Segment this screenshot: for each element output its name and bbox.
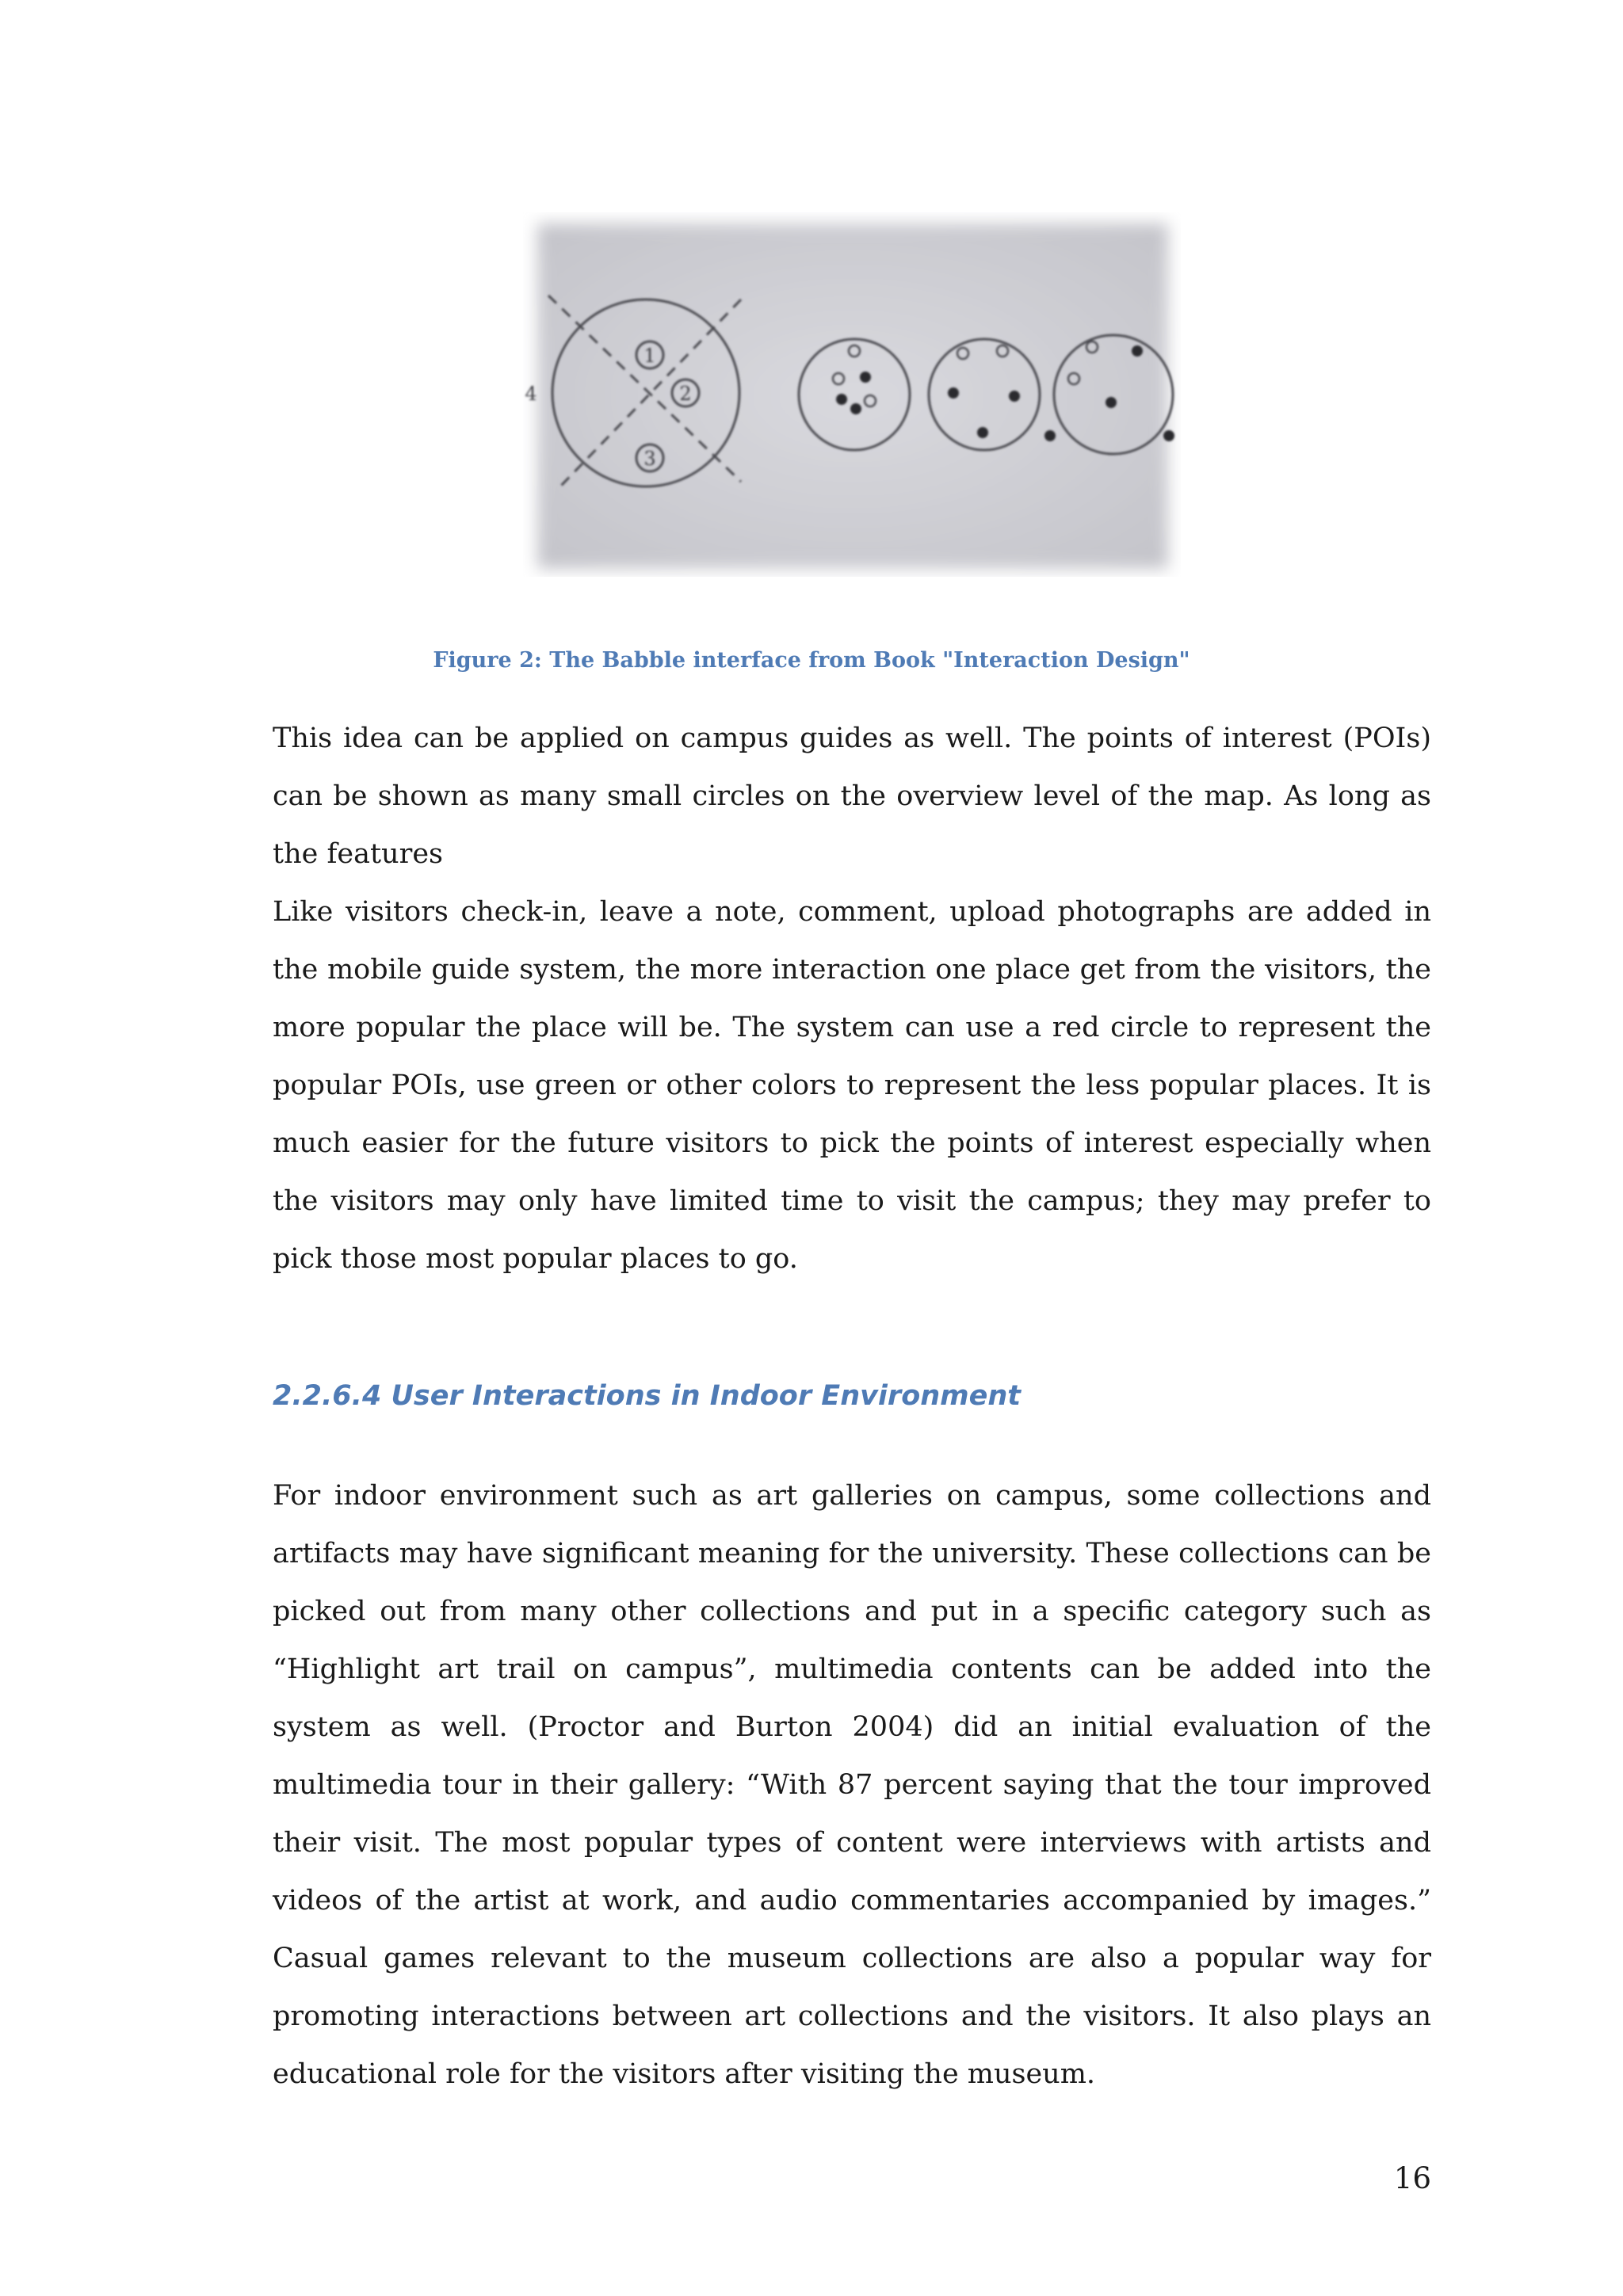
paragraph-1-part-2: Like visitors check-in, leave a note, comment, upload photographs are added in the mobile guide system, the more interaction one place get from the visitors, the more popular the place will be. The system can use a red circle to represent the popular POIs, use green or other colors to represent the less popular places. It is much easier for the future visitors to pick the points of interest especially when the visitors may only have limited time to visit the campus; they may prefer to pick those most popular places to go. bbox=[273, 896, 1431, 1275]
paragraph-1-part-1: This idea can be applied on campus guides as well. The points of interest (POIs) can be shown as many small circles on the overview level of the map. As long as the features bbox=[273, 723, 1431, 870]
photo-background bbox=[537, 223, 1168, 569]
babble-diagram bbox=[523, 212, 1181, 577]
label-4: 4 bbox=[525, 383, 537, 405]
label-2: 2 bbox=[679, 383, 692, 405]
figure-caption: Figure 2: The Babble interface from Book "Interaction Design" bbox=[433, 648, 1190, 673]
paragraph-2-text: For indoor environment such as art galleries on campus, some collections and artifacts may have significant meaning for the university. These collections can be picked out from many other collections and put in a specific category such as “Highlight art trail on campus”, multimedia contents can be added into the system as well. (Proctor and Burton 2004) did an initial evaluation of the multimedia tour in their gallery: “With 87 percent saying that the tour improved their visit. The most popular types of content were interviews with artists and videos of the artist at work, and audio commentaries accompanied by images.” Casual games relevant to the museum collections are also a popular way for promoting interactions between art collections and the visitors. It also plays an educational role for the visitors after visiting the museum. bbox=[273, 1480, 1431, 2090]
label-1: 1 bbox=[643, 345, 656, 367]
page-number: 16 bbox=[1393, 2161, 1431, 2195]
label-3: 3 bbox=[643, 448, 656, 470]
paragraph-1 bbox=[273, 710, 1431, 1288]
paragraph-2 bbox=[273, 1467, 1431, 2103]
section-heading: 2.2.6.4 User Interactions in Indoor Environment bbox=[273, 1380, 1022, 1412]
figure-babble-interface bbox=[523, 212, 1181, 577]
